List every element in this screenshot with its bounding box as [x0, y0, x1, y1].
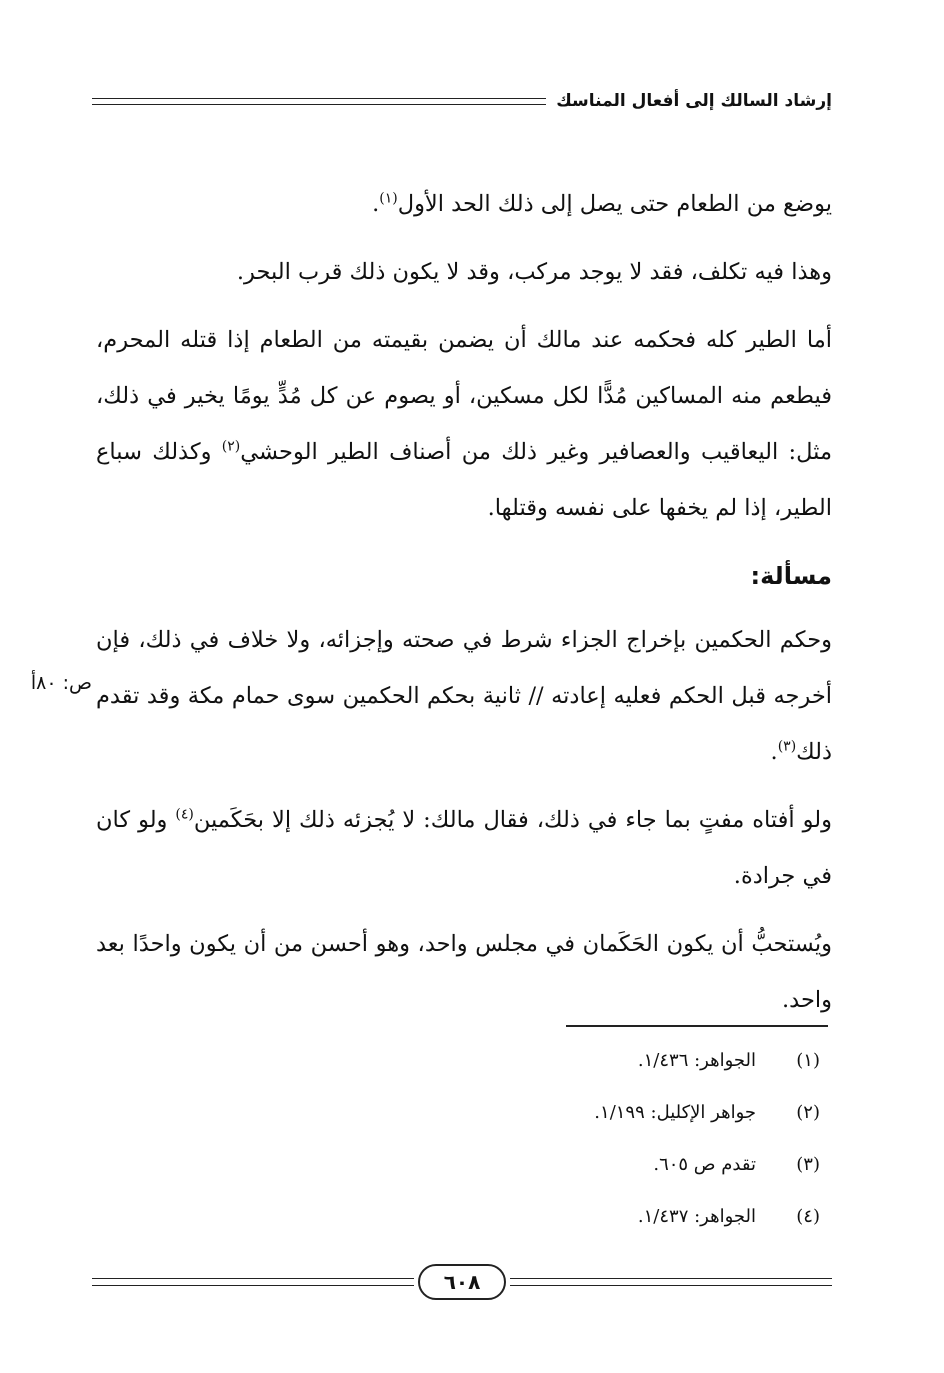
footnote-item: [96, 1204, 820, 1230]
footnote-text: الجواهر: ١/٤٣٧.: [637, 1206, 756, 1227]
paragraph-3-text: أما الطير كله فحكمه عند مالك أن يضمن بقيمته من الطعام إذا قتله المحرم، فيطعم منه المساكين مُدًّا لكل مسكين، أو يصوم عن كل مُدٍّ يومًا يخير في ذلك، مثل: اليعاقيب والعصافير وغير ذلك من أصناف الطير الوحشي: [96, 327, 832, 465]
footnote-number: (٣): [796, 1154, 820, 1175]
main-text: [96, 176, 832, 1040]
footnote-number: (٤): [796, 1206, 820, 1227]
footnote-separator: [566, 1025, 828, 1027]
footer-rule-right: [510, 1278, 832, 1286]
page-number: ٦٠٨: [418, 1264, 506, 1300]
page-footer: [92, 1262, 832, 1302]
running-header: [92, 86, 832, 116]
paragraph-1-end: .: [372, 191, 380, 217]
footer-rule-left: [92, 1278, 414, 1286]
paragraph-2: [96, 244, 832, 300]
paragraph-3-continuation: وكذلك سباع الطير، إذا لم يخفها على نفسه وقتلها.: [96, 439, 832, 521]
manuscript-folio-note: ص: ٨٠أ: [30, 672, 92, 694]
paragraph-6: [96, 916, 832, 1028]
paragraph-2-text: وهذا فيه تكلف، فقد لا يوجد مركب، وقد لا يكون ذلك قرب البحر.: [236, 259, 832, 285]
footnote-item: [96, 1152, 820, 1178]
footnotes-list: [96, 1048, 820, 1256]
footnote-item: [96, 1100, 820, 1126]
paragraph-4-text: وحكم الحكمين بإخراج الجزاء شرط في صحته وإجزائه، ولا خلاف في ذلك، فإن أخرجه قبل الحكم فعليه إعادته // ثانية بحكم الحكمين سوى حمام مكة وقد تقدم ذلك: [96, 627, 832, 765]
section-heading: مسألة:: [750, 562, 832, 590]
paragraph-5: [96, 792, 832, 904]
paragraph-4: [96, 612, 832, 780]
header-double-rule: [92, 98, 546, 105]
book-title: إرشاد السالك إلى أفعال المناسك: [556, 91, 832, 111]
paragraph-1: [96, 176, 832, 232]
paragraph-1-text: يوضع من الطعام حتى يصل إلى ذلك الحد الأول: [397, 191, 832, 217]
footnote-item: [96, 1048, 820, 1074]
paragraph-4-end: .: [770, 739, 778, 765]
footnote-number: (١): [796, 1050, 820, 1071]
paragraph-5-text: ولو أفتاه مفتٍ بما جاء في ذلك، فقال مالك: لا يُجزئه ذلك إلا بحَكَمين: [193, 807, 833, 833]
paragraph-6-text: ويُستحبُّ أن يكون الحَكَمان في مجلس واحد، وهو أحسن من أن يكون واحدًا بعد واحد.: [96, 931, 832, 1013]
footnote-ref-4: (٤): [175, 806, 194, 823]
paragraph-3: [96, 312, 832, 536]
footnote-ref-1: (١): [379, 190, 398, 207]
footnote-number: (٢): [796, 1102, 820, 1123]
footnote-ref-2: (٢): [221, 438, 241, 455]
footnote-text: الجواهر: ١/٤٣٦.: [637, 1050, 756, 1071]
footnote-text: تقدم ص ٦٠٥.: [653, 1154, 756, 1175]
footnote-ref-3: (٣): [777, 738, 797, 755]
paragraph-5-continuation: ولو كان في جرادة.: [96, 807, 832, 889]
footnote-text: جواهر الإكليل: ١/١٩٩.: [594, 1102, 756, 1123]
